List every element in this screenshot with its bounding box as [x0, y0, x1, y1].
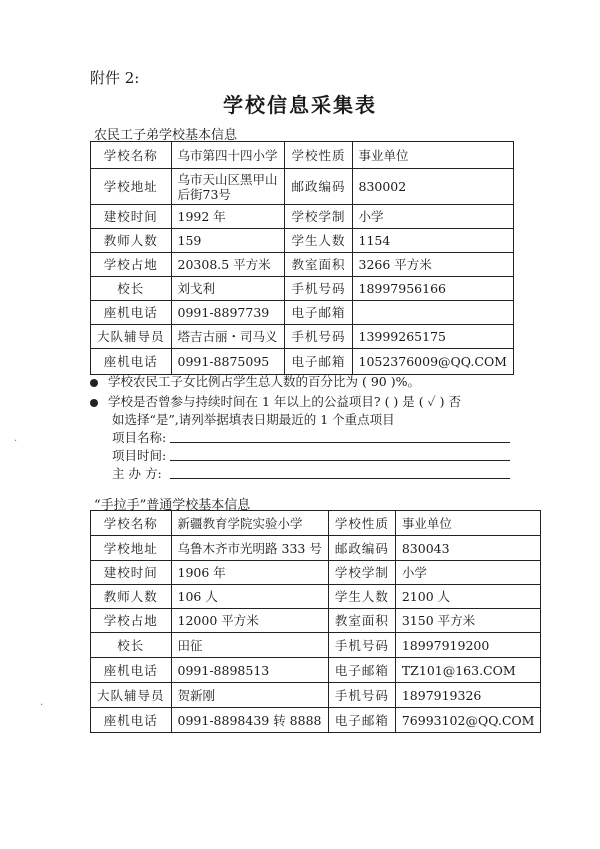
field-value: 2100 人 [395, 585, 541, 609]
field-label: 座机电话 [91, 658, 172, 683]
table-row [91, 349, 514, 375]
field-value: 18997919200 [395, 633, 541, 658]
field-value: 1906 年 [171, 561, 328, 585]
field-label: 学校性质 [285, 142, 352, 169]
table-row [91, 301, 514, 325]
field-value: 1052376009@QQ.COM [352, 349, 514, 375]
table-row [91, 561, 541, 585]
field-value: 13999265175 [352, 325, 514, 349]
field-label: 校长 [91, 633, 172, 658]
field-value: 159 [171, 229, 285, 253]
table-row [91, 229, 514, 253]
field-value: 1897919326 [395, 683, 541, 708]
table-row [91, 609, 541, 633]
table-row [91, 325, 514, 349]
field-value: TZ101@163.COM [395, 658, 541, 683]
field-label: 学生人数 [328, 585, 395, 609]
field-value: 1992 年 [171, 205, 285, 229]
field-value: 20308.5 平方米 [171, 253, 285, 277]
section2-table [90, 510, 541, 733]
field-label: 学校地址 [91, 536, 172, 561]
field-value: 田征 [171, 633, 328, 658]
field-value: 106 人 [171, 585, 328, 609]
field-label: 手机号码 [285, 277, 352, 301]
organizer-line [170, 478, 510, 479]
field-label: 手机号码 [285, 325, 352, 349]
field-value: 事业单位 [395, 511, 541, 536]
field-label: 学生人数 [285, 229, 352, 253]
field-value: 830002 [352, 169, 514, 205]
field-label: 学校名称 [91, 142, 172, 169]
field-label: 学校占地 [91, 609, 172, 633]
field-label: 电子邮箱 [285, 301, 352, 325]
field-value: 1154 [352, 229, 514, 253]
field-label: 校长 [91, 277, 172, 301]
table-row [91, 585, 541, 609]
table-row [91, 658, 541, 683]
field-value: 0991-8898439 转 8888 [171, 708, 328, 733]
field-label: 学校名称 [91, 511, 172, 536]
project-time-line [170, 460, 510, 461]
project-name-line [170, 442, 510, 443]
field-value: 3150 平方米 [395, 609, 541, 633]
bullet-icon [90, 379, 98, 387]
table-row [91, 511, 541, 536]
field-label: 学校性质 [328, 511, 395, 536]
field-label: 大队辅导员 [91, 683, 172, 708]
field-value: 3266 平方米 [352, 253, 514, 277]
table-row [91, 205, 514, 229]
field-label: 座机电话 [91, 349, 172, 375]
table-row [91, 536, 541, 561]
field-value: 小学 [395, 561, 541, 585]
field-value: 塔吉古丽・司马义 [171, 325, 285, 349]
field-label: 电子邮箱 [285, 349, 352, 375]
field-label: 教室面积 [285, 253, 352, 277]
section1-title: 农民工子弟学校基本信息 [94, 128, 238, 143]
field-label: 电子邮箱 [328, 658, 395, 683]
field-value: 乌鲁木齐市光明路 333 号 [171, 536, 328, 561]
organizer-label: 主 办 方: [112, 466, 162, 481]
table-row [91, 253, 514, 277]
project-name-label: 项目名称: [112, 430, 167, 445]
table-row [91, 169, 514, 205]
table-row [91, 708, 541, 733]
table-row [91, 683, 541, 708]
field-label: 座机电话 [91, 301, 172, 325]
section2-title: “手拉手”普通学校基本信息 [94, 498, 251, 513]
table-row [91, 277, 514, 301]
question-ratio [90, 372, 420, 390]
field-label: 学校学制 [285, 205, 352, 229]
field-value: 新疆教育学院实验小学 [171, 511, 328, 536]
section1-table [90, 141, 514, 375]
field-value [352, 301, 514, 325]
field-label: 手机号码 [328, 633, 395, 658]
form-title: 学校信息采集表 [223, 93, 377, 117]
field-label: 座机电话 [91, 708, 172, 733]
question-project-text: 学校是否曾参与持续时间在 1 年以上的公益项目? ( ) 是 ( ✓ ) 否 [108, 394, 461, 409]
field-label: 手机号码 [328, 683, 395, 708]
scan-mark-icon: · [40, 700, 44, 711]
question-project-instruction: 如选择“是”,请列举据填表日期最近的 1 个重点项目 [112, 412, 395, 427]
field-label: 教室面积 [328, 609, 395, 633]
field-value: 事业单位 [352, 142, 514, 169]
field-value: 12000 平方米 [171, 609, 328, 633]
field-value: 乌市第四十四小学 [171, 142, 285, 169]
field-value: 18997956166 [352, 277, 514, 301]
field-value: 0991-8897739 [171, 301, 285, 325]
question-ratio-text: 学校农民工子女比例占学生总人数的百分比为 ( 90 )%。 [108, 374, 420, 389]
bullet-icon [90, 399, 98, 407]
field-label: 教师人数 [91, 585, 172, 609]
field-label: 大队辅导员 [91, 325, 172, 349]
field-label: 学校占地 [91, 253, 172, 277]
field-label: 建校时间 [91, 205, 172, 229]
project-time-label: 项目时间: [112, 448, 167, 463]
field-label: 教师人数 [91, 229, 172, 253]
scan-mark-icon: · [14, 436, 18, 447]
table-row [91, 142, 514, 169]
field-label: 邮政编码 [328, 536, 395, 561]
field-value: 乌市天山区黑甲山后街73号 [171, 169, 285, 205]
field-value: 贺新刚 [171, 683, 328, 708]
field-label: 邮政编码 [285, 169, 352, 205]
field-label: 学校地址 [91, 169, 172, 205]
table-row [91, 633, 541, 658]
field-value: 76993102@QQ.COM [395, 708, 541, 733]
field-label: 学校学制 [328, 561, 395, 585]
question-project [90, 392, 461, 410]
field-value: 刘戈利 [171, 277, 285, 301]
field-value: 小学 [352, 205, 514, 229]
attachment-label: 附件 2: [90, 69, 140, 87]
field-value: 830043 [395, 536, 541, 561]
field-label: 建校时间 [91, 561, 172, 585]
field-value: 0991-8875095 [171, 349, 285, 375]
field-value: 0991-8898513 [171, 658, 328, 683]
field-label: 电子邮箱 [328, 708, 395, 733]
